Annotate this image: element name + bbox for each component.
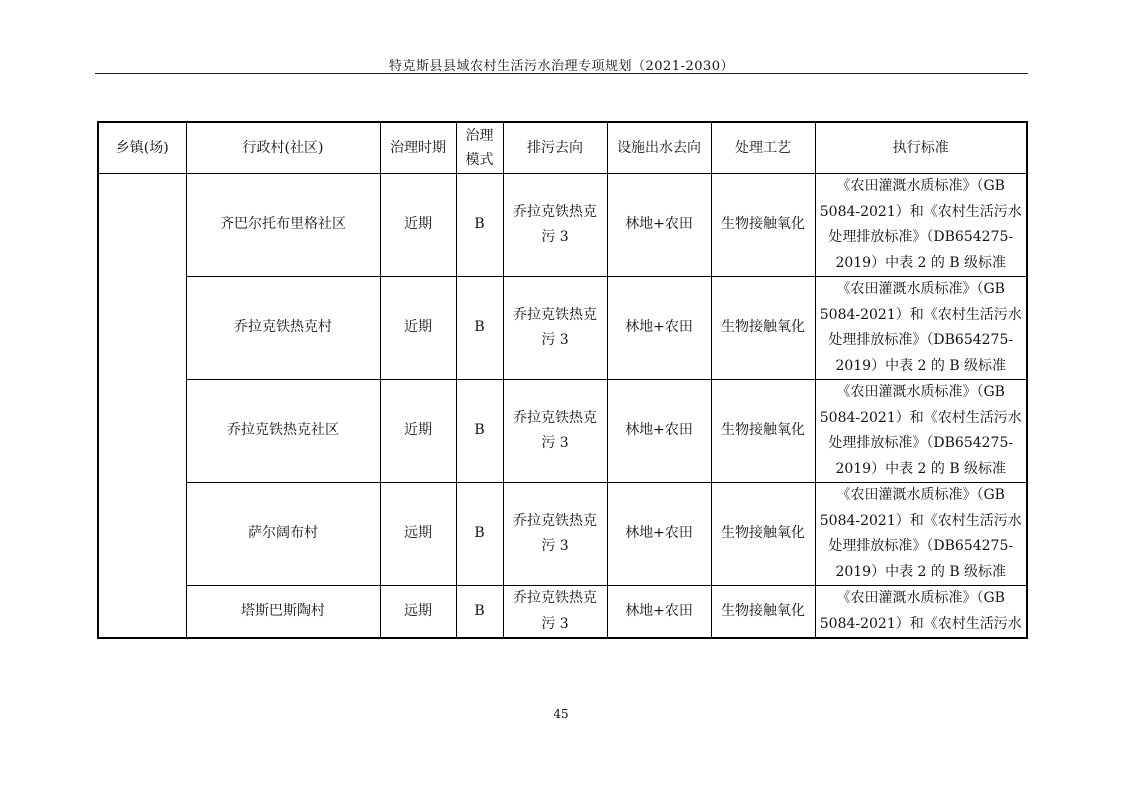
standard-line: 5084-2021）和《农村生活污水 xyxy=(819,409,1022,426)
standard-line: 5084-2021）和《农村生活污水 xyxy=(819,615,1022,632)
discharge-line: 乔拉克铁热克 xyxy=(513,409,597,426)
col-header-discharge: 排污去向 xyxy=(503,122,607,174)
sewage-plan-table xyxy=(97,121,1028,639)
outflow-cell: 林地+农田 xyxy=(607,277,711,380)
col-header-village: 行政村(社区) xyxy=(186,122,380,174)
mode-cell: B xyxy=(456,174,503,277)
process-cell: 生物接触氧化 xyxy=(711,586,815,639)
standard-cell xyxy=(815,380,1027,483)
standard-line: 处理排放标准》（DB654275- xyxy=(828,332,1014,348)
discharge-line: 乔拉克铁热克 xyxy=(513,306,597,323)
standard-line: 处理排放标准》（DB654275- xyxy=(828,435,1014,451)
mode-cell: B xyxy=(456,380,503,483)
period-cell: 远期 xyxy=(380,586,456,639)
discharge-line: 乔拉克铁热克 xyxy=(513,203,597,220)
discharge-cell xyxy=(503,277,607,380)
period-cell: 近期 xyxy=(380,277,456,380)
standard-line: 2019）中表 2 的 B 级标准 xyxy=(835,563,1007,580)
period-cell: 近期 xyxy=(380,174,456,277)
standard-line: 《农田灌溉水质标准》（GB xyxy=(836,487,1005,503)
discharge-line: 污 3 xyxy=(541,229,569,245)
standard-cell xyxy=(815,277,1027,380)
outflow-cell: 林地+农田 xyxy=(607,483,711,586)
standard-line: 《农田灌溉水质标准》（GB xyxy=(836,384,1005,400)
period-cell: 近期 xyxy=(380,380,456,483)
process-cell: 生物接触氧化 xyxy=(711,380,815,483)
standard-cell xyxy=(815,483,1027,586)
village-cell: 乔拉克铁热克社区 xyxy=(186,380,380,483)
page-number: 45 xyxy=(553,707,569,721)
discharge-line: 污 3 xyxy=(541,615,569,632)
mode-cell: B xyxy=(456,277,503,380)
discharge-cell xyxy=(503,483,607,586)
standard-line: 处理排放标准》（DB654275- xyxy=(828,538,1014,554)
process-cell: 生物接触氧化 xyxy=(711,483,815,586)
process-cell: 生物接触氧化 xyxy=(711,174,815,277)
standard-line: 2019）中表 2 的 B 级标准 xyxy=(835,357,1007,374)
col-header-mode xyxy=(456,122,503,174)
village-cell: 乔拉克铁热克村 xyxy=(186,277,380,380)
col-header-mode-line: 模式 xyxy=(465,152,494,168)
col-header-mode-line: 治理 xyxy=(465,128,494,144)
standard-cell xyxy=(815,586,1027,639)
standard-line: 《农田灌溉水质标准》（GB xyxy=(836,590,1005,606)
outflow-cell: 林地+农田 xyxy=(607,380,711,483)
village-cell: 塔斯巴斯陶村 xyxy=(186,586,380,639)
standard-line: 《农田灌溉水质标准》（GB xyxy=(836,178,1005,194)
table-header-row xyxy=(98,122,1027,174)
standard-line: 5084-2021）和《农村生活污水 xyxy=(819,203,1022,220)
table-row xyxy=(98,277,1027,380)
discharge-cell xyxy=(503,380,607,483)
table-row xyxy=(98,483,1027,586)
outflow-cell: 林地+农田 xyxy=(607,586,711,639)
discharge-line: 乔拉克铁热克 xyxy=(513,512,597,529)
header-rule xyxy=(95,73,1028,74)
col-header-township: 乡镇(场) xyxy=(98,122,186,174)
village-cell: 萨尔阔布村 xyxy=(186,483,380,586)
discharge-cell xyxy=(503,174,607,277)
outflow-cell: 林地+农田 xyxy=(607,174,711,277)
standard-line: 5084-2021）和《农村生活污水 xyxy=(819,512,1022,529)
table-row xyxy=(98,174,1027,277)
col-header-process: 处理工艺 xyxy=(711,122,815,174)
col-header-outflow: 设施出水去向 xyxy=(607,122,711,174)
table-row xyxy=(98,380,1027,483)
standard-line: 《农田灌溉水质标准》（GB xyxy=(836,281,1005,297)
standard-line: 2019）中表 2 的 B 级标准 xyxy=(835,460,1007,477)
period-cell: 远期 xyxy=(380,483,456,586)
col-header-standard: 执行标准 xyxy=(815,122,1027,174)
discharge-line: 乔拉克铁热克 xyxy=(513,590,597,606)
header-title: 特克斯县县域农村生活污水治理专项规划（2021-2030） xyxy=(388,59,735,74)
mode-cell: B xyxy=(456,586,503,639)
discharge-cell xyxy=(503,586,607,639)
standard-line: 处理排放标准》（DB654275- xyxy=(828,229,1014,245)
standard-line: 5084-2021）和《农村生活污水 xyxy=(819,306,1022,323)
discharge-line: 污 3 xyxy=(541,332,569,348)
village-cell: 齐巴尔托布里格社区 xyxy=(186,174,380,277)
table-row xyxy=(98,586,1027,639)
standard-line: 2019）中表 2 的 B 级标准 xyxy=(835,254,1007,271)
col-header-period: 治理时期 xyxy=(380,122,456,174)
standard-cell xyxy=(815,174,1027,277)
township-cell xyxy=(98,174,186,639)
mode-cell: B xyxy=(456,483,503,586)
process-cell: 生物接触氧化 xyxy=(711,277,815,380)
discharge-line: 污 3 xyxy=(541,435,569,451)
discharge-line: 污 3 xyxy=(541,538,569,554)
